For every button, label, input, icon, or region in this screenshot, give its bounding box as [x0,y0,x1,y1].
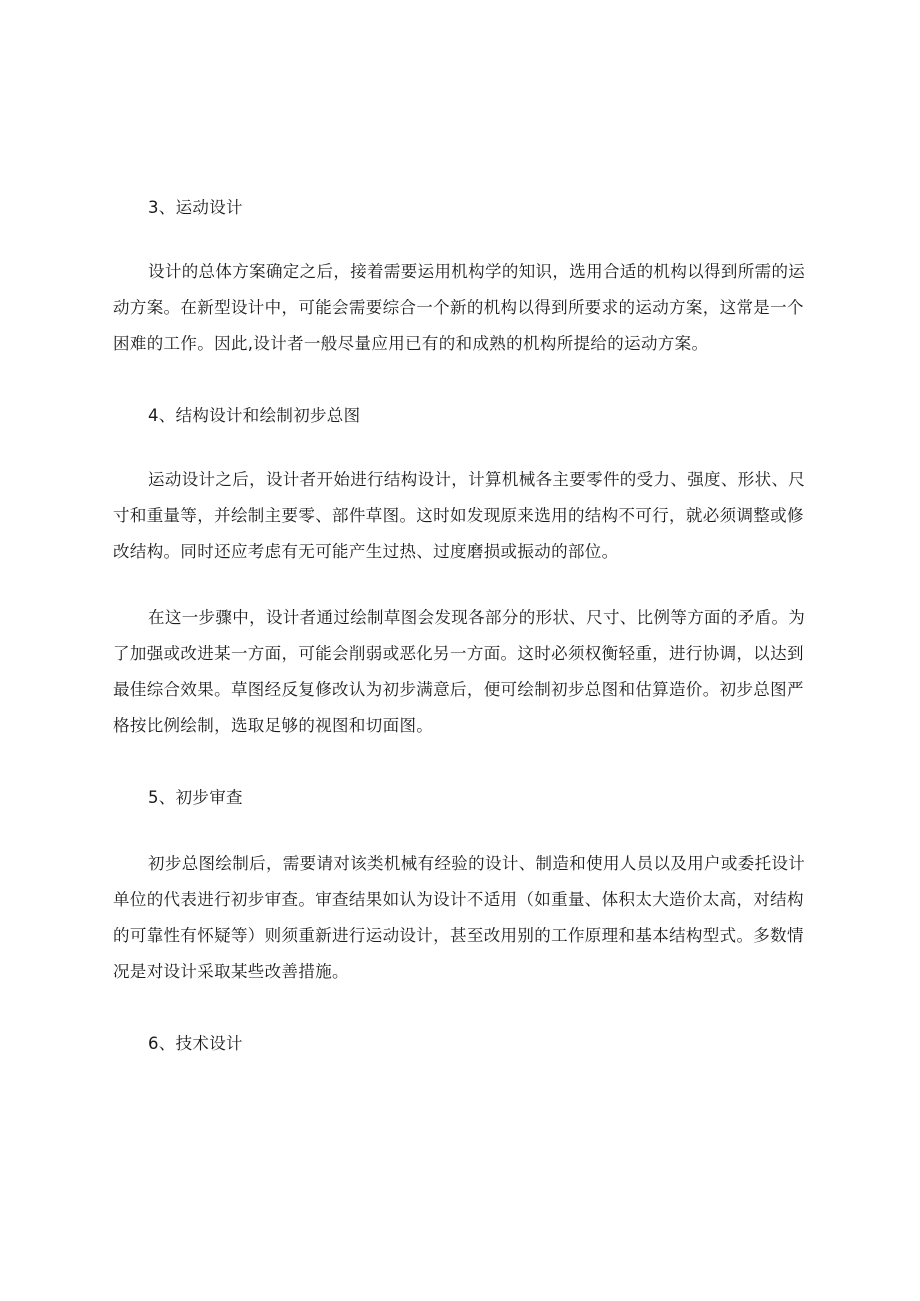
paragraph-line: 运动设计之后，设计者开始进行结构设计，计算机械各主要零件的受力、强度、形状、尺 [148,470,806,489]
paragraph-line: 设计的总体方案确定之后，接着需要运用机构学的知识，选用合适的机构以得到所需的运 [148,262,806,281]
paragraph-line: 困难的工作。因此,设计者一般尽量应用已有的和成熟的机构所提给的运动方案。 [113,334,709,353]
section-heading: 4、结构设计和绘制初步总图 [148,406,361,425]
paragraph-line: 改结构。同时还应考虑有无可能产生过热、过度磨损或振动的部位。 [113,542,619,561]
paragraph-line: 动方案。在新型设计中，可能会需要综合一个新的机构以得到所要求的运动方案，这常是一个 [113,298,804,317]
paragraph-line: 的可靠性有怀疑等）则须重新进行运动设计，甚至改用别的工作原理和基本结构型式。多数情 [113,926,804,945]
paragraph-line: 况是对设计采取某些改善措施。 [113,962,349,981]
paragraph-line: 格按比例绘制，选取足够的视图和切面图。 [113,716,434,735]
paragraph-line: 单位的代表进行初步审查。审查结果如认为设计不适用（如重量、体积太大造价太高，对结构 [113,890,804,909]
paragraph-line: 了加强或改进某一方面，可能会削弱或恶化另一方面。这时必须权衡轻重，进行协调，以达到 [113,644,804,663]
paragraph-line: 初步总图绘制后，需要请对该类机械有经验的设计、制造和使用人员以及用户或委托设计 [148,854,806,873]
section-heading: 3、运动设计 [148,198,243,217]
paragraph-line: 寸和重量等，并绘制主要零、部件草图。这时如发现原来选用的结构不可行，就必须调整或修 [113,506,804,525]
paragraph-line: 在这一步骤中，设计者通过绘制草图会发现各部分的形状、尺寸、比例等方面的矛盾。为 [148,608,806,627]
paragraph-line: 最佳综合效果。草图经反复修改认为初步满意后，便可绘制初步总图和估算造价。初步总图严 [113,680,804,699]
section-heading: 6、技术设计 [148,1034,243,1053]
section-heading: 5、初步审查 [148,788,243,807]
